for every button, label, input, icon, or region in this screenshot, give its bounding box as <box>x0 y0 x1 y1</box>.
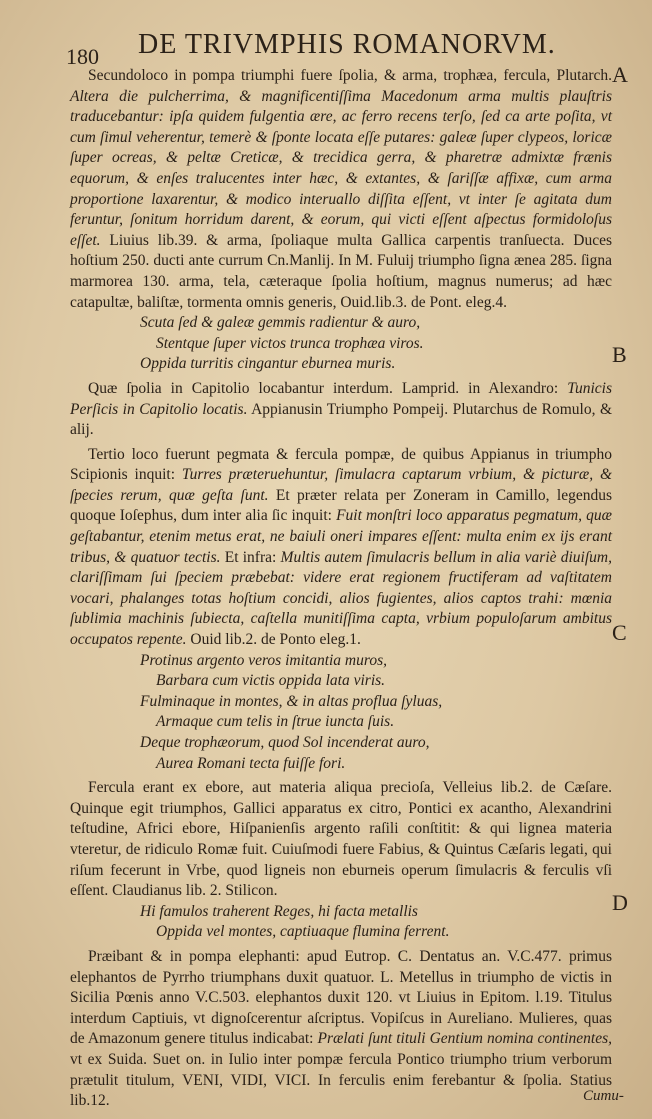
verse-line: Aurea Romani tecta fuiſſe fori. <box>156 754 346 772</box>
paragraph <box>70 947 612 1112</box>
quotation: Altera die pulcherrima, & magnificentiſſima Macedonum arma multis plauſtris traducebantur: ipſa quidem fulgentia ære, ac ferro recens terſo, ſed ca arte poſita, vt cum ſimul veherentur, temerè & ſponte locata eſſe putares: galeæ ſuper clypeos, loricæ ſuper ocreas, & peltæ Creticæ, & trecidica gerra, & pharetræ admixtæ frænis equorum, & enſes tralucentes inter hæc, & extantes, & ſariſſæ affixæ, cum arma proportione laxarentur, & modico interuallo diſſita eſſent, vt inter ſe agitata dum feruntur, ſonitum horridum darent, & eorum, qui victi eſſent aſpectus formidoloſus eſſet. <box>70 87 612 249</box>
paragraph <box>70 379 612 441</box>
verse-block <box>140 651 612 775</box>
text-run: vt ex Suida. Suet on. in Iulio inter pompæ fercula Pontico triumpho trium verborum prætulit titulum, VENI, VIDI, VICI. In ferculis enim ferebantur & ſpolia. Statius lib.12. <box>70 1050 612 1110</box>
margin-letter-b: B <box>612 342 627 367</box>
verse-line: Stentque ſuper victos trunca trophæa viros. <box>156 334 424 352</box>
verse-line: Scuta ſed & galeæ gemmis radientur & auro, <box>140 314 421 332</box>
verse-line: Armaque cum telis in ſtrue iuncta ſuis. <box>156 713 395 731</box>
running-title: DE TRIVMPHIS ROMANORVM. <box>138 29 556 60</box>
verse-line: Oppida vel montes, captiuaque flumina ferrent. <box>156 923 450 941</box>
page-number: 180 <box>66 44 99 69</box>
quotation: Multis autem ſimulacris bellum in alia variè diuiſum, clariſſimam ſui ſpeciem præbebat: videre erat regionem fructiferam ad vaſtitatem vocari, phalanges totas hoſtium concidi, alios fugientes, alios captos trahi: mœnia ſublimia machinis ſubiecta, caſtella munitiſſima capta, vrbium populoſarum ambitus occupatos repente. <box>70 548 612 649</box>
text-run: Tertio loco fuerunt pegmata & fercula pompæ, de quibus Appianus in triumpho Scipionis inquit: <box>70 445 612 484</box>
text-run: Fercula erant ex ebore, aut materia aliqua precioſa, Velleius lib.2. de Cæſare. Quinque egit triumphos, Gallici apparatus ex citro, Pontici ex acantho, Alexandrini teſtudine, Africi ebore, Hiſpanienſis argento raſili conſtitit: & qui lignea materia vteretur, de ridiculo Romæ fuit. Cuiuſmodi fuere Fabius, & Quintus Cæſaris legati, qui riſum fecerunt in Vrbe, quod ligneis non eburneis operum ſimulacris & ferculis vſi eſſent. Claudianus lib. 2. Stilicon. <box>70 779 612 900</box>
paragraph <box>70 66 612 313</box>
text-run: Præibant & in pompa elephanti: apud Eutrop. C. Dentatus an. V.C.477. primus elephantos de Pyrrho triumphans duxit quatuor. L. Metellus in triumpho de victis in Sicilia Pœnis anno V.C.503. elephantos duxit 120. vt Liuius in Epitom. l.19. Titulus interdum Captiuis, vt dignoſcerentur aſcriptus. Vopiſcus in Aureliano. Mulieres, quas de Amazonum genere titulus indicabat: <box>70 947 612 1048</box>
verse-block <box>140 313 612 375</box>
verse-line: Barbara cum victis oppida lata viris. <box>156 672 386 690</box>
margin-letter-a: A <box>612 62 628 87</box>
verse-block <box>140 902 612 943</box>
text-column <box>70 66 612 1112</box>
text-run: Et infra: <box>220 548 281 566</box>
verse-line: Oppida turritis cingantur eburnea muris. <box>140 355 396 373</box>
paragraph <box>70 778 612 902</box>
quotation: Fuit monſtri loco apparatus pegmatum, quæ geſtabantur, etenim metus erat, ne baiuli oneri impares eſſent: multa enim ex ijs erant tribus, & quatuor tectis. <box>70 507 612 566</box>
verse-line: Fulminaque in montes, & in altas proflua ſyluas, <box>140 692 443 710</box>
text-run: Quæ ſpolia in Capitolio locabantur interdum. Lamprid. in Alexandro: <box>88 379 568 397</box>
text-run: Ouid lib.2. de Ponto eleg.1. <box>186 631 361 649</box>
verse-line: Hi famulos traherent Reges, hi facta metallis <box>140 902 418 920</box>
quotation: Prælati ſunt tituli Gentium nomina continentes, <box>317 1030 613 1048</box>
verse-line: Deque trophæorum, quod Sol incenderat auro, <box>140 734 430 751</box>
margin-letter-c: C <box>612 620 627 645</box>
margin-letter-d: D <box>612 890 628 915</box>
quotation: Turres præteruehuntur, ſimulacra captarum vrbium, & picturæ, & ſpecies rerum, quæ geſta ſunt. <box>70 466 612 504</box>
text-run: Secundoloco in pompa triumphi fuere ſpolia, & arma, trophæa, fercula, Plutarch. <box>88 67 612 84</box>
text-run: Appianusin Triumpho Pompeij. Plutarchus de Romulo, & alij. <box>70 400 612 439</box>
text-run: Liuius lib.39. & arma, ſpoliaque multa Gallica carpentis tranſuecta. Duces hoſtium 250. ducti ante currum Cn.Manlij. In M. Fuluij triumpho ſigna ænea 285. ſigna marmorea 130. arma, tela, cæteraque ſpolia hoſtium, magnus numerus; ad hæc catapultæ, baliſtæ, tormenta omnis generis, Ouid.lib.3. de Pont. eleg.4. <box>70 231 612 311</box>
quotation: Tunicis Perſicis in Capitolio locatis. <box>70 379 612 418</box>
paragraph <box>70 445 612 651</box>
text-run: Et præter relata per Zoneram in Camillo, legendus quoque Ioſephus, dum inter alia ſic inquit: <box>70 486 612 525</box>
catchword: Cumu- <box>583 1088 624 1104</box>
verse-line: Protinus argento veros imitantia muros, <box>140 651 387 669</box>
